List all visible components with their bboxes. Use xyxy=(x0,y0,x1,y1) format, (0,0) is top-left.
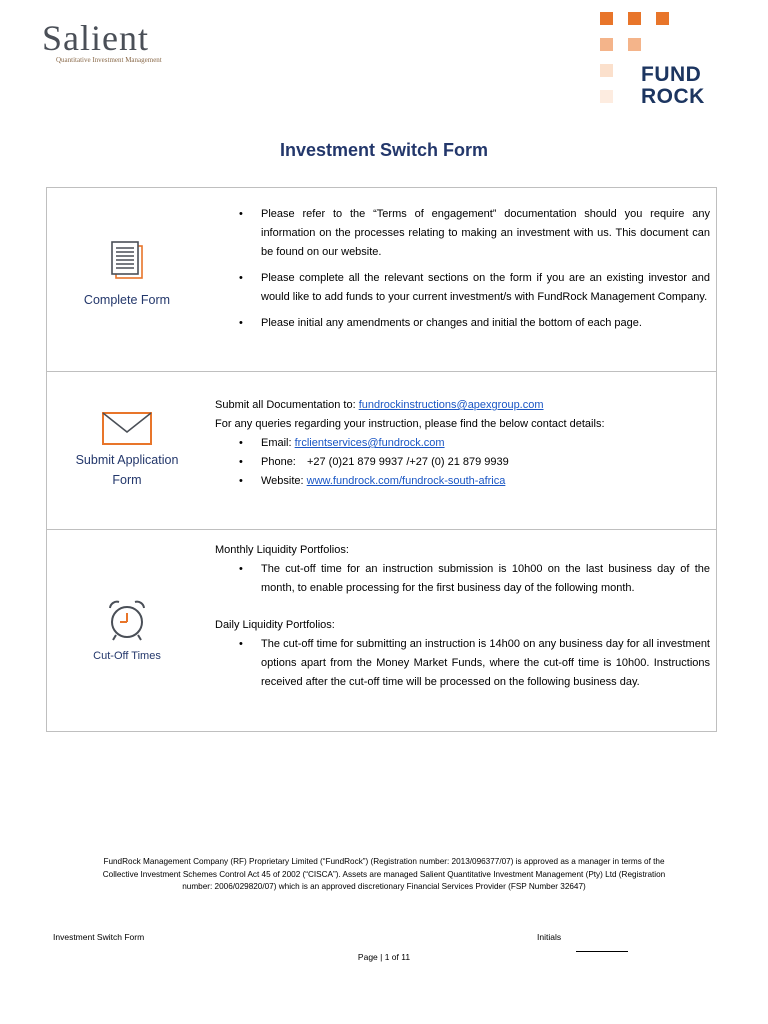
list-item xyxy=(215,434,710,453)
phone-value: +27 (0)21 879 9937 /+27 (0) 21 879 9939 xyxy=(306,456,509,468)
logo-square xyxy=(628,12,641,25)
daily-heading: Daily Liquidity Portfolios: xyxy=(215,619,335,631)
website-label: Website: xyxy=(261,475,304,487)
logo-square xyxy=(600,12,613,25)
email-label: Email: xyxy=(261,437,292,449)
alarm-clock-icon xyxy=(103,596,151,644)
list-item: • Please refer to the “Terms of engagement” documentation should you require any information on the processes relating to making an investment with us. This document can be found on our website. xyxy=(215,205,710,262)
legal-disclaimer xyxy=(56,856,712,894)
instructions-table xyxy=(46,187,717,732)
list-item: • The cut-off time for an instruction submission is 10h00 on the last business day of the month, to enable processing for the first business day of the following month. xyxy=(215,560,710,598)
footer-initials-label: Initials xyxy=(537,932,562,942)
submit-email-link[interactable]: fundrockinstructions@apexgroup.com xyxy=(358,399,544,411)
submit-text: Submit all Documentation to: xyxy=(215,399,356,411)
legal-line: number: 2006/029820/07) which is an approved discretionary Financial Services Provider (FSP Number 32647) xyxy=(182,882,586,891)
website-link[interactable]: www.fundrock.com/fundrock-south-africa xyxy=(306,475,506,487)
list-item xyxy=(215,472,710,491)
page-title: Investment Switch Form xyxy=(279,140,489,160)
submit-label xyxy=(47,450,207,490)
fundrock-line1: FUND xyxy=(641,63,702,86)
complete-form-row xyxy=(47,188,716,372)
monthly-heading: Monthly Liquidity Portfolios: xyxy=(215,544,349,556)
submit-label-line2: Form xyxy=(112,473,142,487)
cutoff-row xyxy=(47,530,716,731)
queries-text: For any queries regarding your instruction, please find the below contact details: xyxy=(215,418,605,430)
fundrock-logo xyxy=(598,10,728,110)
cutoff-content xyxy=(215,541,710,692)
legal-line: Collective Investment Schemes Control Act 45 of 2002 (“CISCA”). Assets are managed Salient Quantitative Investment Management (Pty) Ltd (Registration xyxy=(102,869,666,879)
salient-logo xyxy=(42,18,217,68)
logo-square xyxy=(656,12,669,25)
list-item: • Please initial any amendments or changes and initial the bottom of each page. xyxy=(215,314,710,333)
complete-form-content xyxy=(215,205,710,333)
submit-row xyxy=(47,372,716,530)
list-item: • Please complete all the relevant sections on the form if you are an existing investor and would like to add funds to your current investment/s with FundRock Management Company. xyxy=(215,269,710,307)
complete-form-label: Complete Form xyxy=(83,293,171,307)
phone-label: Phone: xyxy=(261,456,296,468)
document-icon xyxy=(106,240,148,282)
footer-form-name: Investment Switch Form xyxy=(53,932,145,942)
salient-logo-text: Salient xyxy=(42,18,149,58)
complete-form-cell xyxy=(47,240,207,310)
page-number: Page | 1 of 11 xyxy=(357,952,411,962)
logo-square xyxy=(600,90,613,103)
fundrock-logo-text xyxy=(641,64,705,108)
submit-cell xyxy=(47,410,207,490)
submit-label-line1: Submit Application xyxy=(75,453,179,467)
submit-content xyxy=(215,396,710,491)
list-item xyxy=(215,453,710,472)
salient-tagline: Quantitative Investment Management xyxy=(56,56,162,64)
logo-square xyxy=(628,38,641,51)
legal-line: FundRock Management Company (RF) Proprietary Limited (“FundRock”) (Registration number: 2013/096377/07) is approved as a manager in terms of the xyxy=(103,857,665,866)
submit-line xyxy=(215,396,710,415)
logo-square xyxy=(600,64,613,77)
cutoff-cell xyxy=(47,596,207,666)
fundrock-line2: ROCK xyxy=(641,85,705,108)
logo-square xyxy=(600,38,613,51)
envelope-icon xyxy=(99,410,155,448)
email-link[interactable]: frclientservices@fundrock.com xyxy=(294,437,445,449)
cutoff-label: Cut-Off Times xyxy=(93,650,161,662)
list-item: • The cut-off time for submitting an instruction is 14h00 on any business day for all investment options apart from the Money Market Funds, where the cut-off time is 10h00. Instructions received after the cut-off time will be processed on the following business day. xyxy=(215,635,710,692)
